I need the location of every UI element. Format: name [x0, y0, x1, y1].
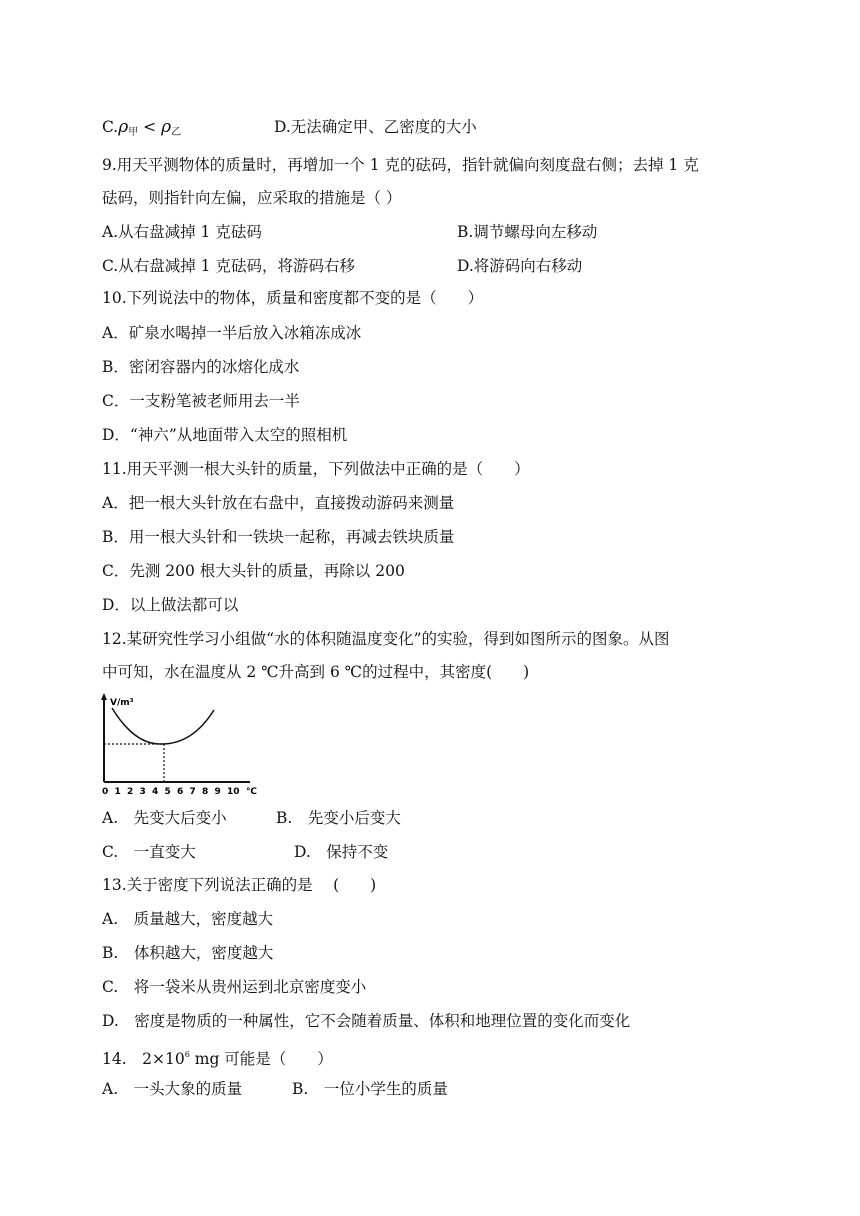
q12-option-d: D. 保持不变 — [294, 843, 389, 861]
x-tick-labels — [102, 787, 240, 797]
q13-option-a: A. 质量越大，密度越大 — [102, 910, 274, 928]
q9-option-d: D.将游码向右移动 — [457, 257, 583, 275]
q9-stem-line1: 9.用天平测物体的质量时，再增加一个 1 克的砝码，指针就偏向刻度盘右侧；去掉 1 克 — [102, 156, 699, 174]
q10-option-d: D．“神六”从地面带入太空的照相机 — [102, 426, 348, 444]
x-tick-label: 2 — [127, 787, 134, 797]
rho-symbol: ρ — [118, 117, 129, 137]
x-tick-label: 9 — [214, 787, 221, 797]
q14-stem-suffix: mg 可能是（ ） — [189, 1050, 333, 1068]
q11-option-b: B．用一根大头针和一铁块一起称，再减去铁块质量 — [102, 528, 455, 546]
q14-option-b: B. 一位小学生的质量 — [292, 1080, 448, 1098]
q10-option-c: C．一支粉笔被老师用去一半 — [102, 392, 300, 410]
volume-temperature-graph — [100, 692, 260, 798]
x-tick-label: 5 — [164, 787, 171, 797]
q8-option-c-label: C. — [102, 118, 119, 136]
q8-option-d: D.无法确定甲、乙密度的大小 — [274, 118, 477, 136]
q11-option-d: D．以上做法都可以 — [102, 596, 239, 614]
q14-option-a: A. 一头大象的质量 — [102, 1080, 243, 1098]
x-tick-label: 0 — [102, 787, 109, 797]
x-tick-label: 3 — [139, 787, 146, 797]
x-axis-unit: ℃ — [246, 787, 257, 797]
q9-option-c: C.从右盘减掉 1 克砝码，将游码右移 — [102, 257, 355, 275]
x-tick-label: 10 — [227, 787, 240, 797]
q12-option-c: C. 一直变大 — [102, 843, 196, 861]
q10-stem: 10.下列说法中的物体，质量和密度都不变的是（ ） — [102, 289, 484, 307]
q13-option-d: D. 密度是物质的一种属性，它不会随着质量、体积和地理位置的变化而变化 — [102, 1012, 631, 1030]
q14-stem — [102, 1044, 333, 1070]
q11-stem: 11.用天平测一根大头针的质量，下列做法中正确的是（ ） — [102, 460, 530, 478]
x-tick-label: 7 — [189, 787, 196, 797]
q10-option-a: A．矿泉水喝掉一半后放入冰箱冻成冰 — [102, 324, 362, 342]
q12-option-a: A. 先变大后变小 — [102, 809, 227, 827]
less-than-symbol: < — [143, 118, 157, 136]
q9-option-a: A.从右盘减掉 1 克砝码 — [102, 223, 262, 241]
q14-stem-prefix: 14. 2×10 — [102, 1050, 185, 1068]
q12-stem-line1: 12.某研究性学习小组做“水的体积随温度变化”的实验，得到如图所示的图象。从图 — [102, 630, 670, 648]
q13-option-c: C. 将一袋米从贵州运到北京密度变小 — [102, 978, 367, 996]
q11-option-c: C．先测 200 根大头针的质量，再除以 200 — [102, 562, 405, 580]
x-tick-label: 4 — [152, 787, 159, 797]
subscript-jia: 甲 — [128, 127, 139, 138]
q10-option-b: B．密闭容器内的冰熔化成水 — [102, 358, 300, 376]
q14-exponent: 6 — [184, 1050, 190, 1059]
x-tick-label: 6 — [177, 787, 184, 797]
q11-option-a: A．把一根大头针放在右盘中，直接拨动游码来测量 — [102, 494, 455, 512]
subscript-yi: 乙 — [171, 127, 182, 138]
q9-stem-line2: 砝码，则指针向左偏，应采取的措施是（ ） — [102, 189, 402, 207]
q12-stem-line2: 中可知，水在温度从 2 ℃升高到 6 ℃的过程中，其密度( ) — [102, 663, 530, 681]
q13-option-b: B. 体积越大，密度越大 — [102, 944, 274, 962]
y-axis-arrow — [101, 693, 107, 700]
q9-option-b: B.调节螺母向左移动 — [457, 223, 598, 241]
x-tick-label: 1 — [114, 787, 121, 797]
q8-option-c — [102, 116, 181, 144]
q13-stem: 13.关于密度下列说法正确的是 ( ) — [102, 876, 377, 894]
volume-curve — [112, 708, 214, 744]
q12-option-b: B. 先变小后变大 — [276, 809, 401, 827]
y-axis-label: V/m³ — [110, 698, 134, 708]
rho-symbol: ρ — [161, 117, 172, 137]
x-tick-label: 8 — [202, 787, 209, 797]
